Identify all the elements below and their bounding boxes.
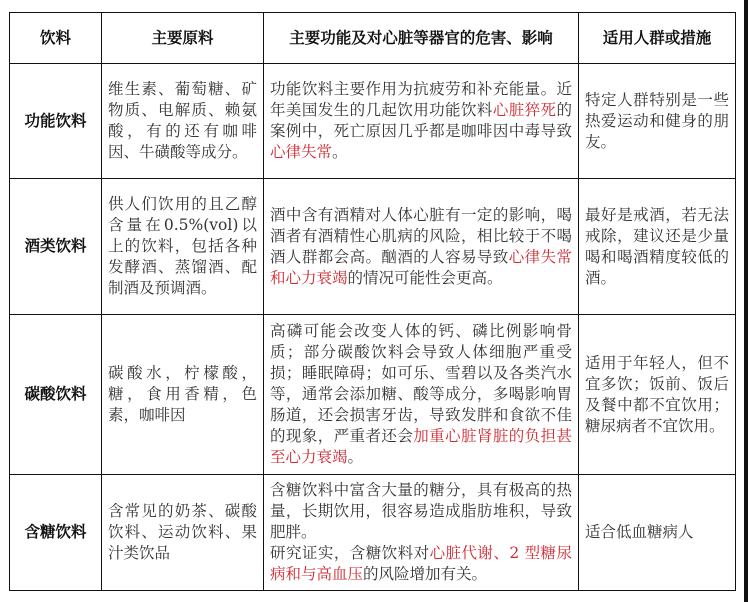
drink-name: 碳酸饮料 [10, 315, 102, 475]
advice-cell: 适合低血糖病人 [579, 475, 736, 591]
effect-text: 研究证实，含糖饮料对 [270, 544, 430, 562]
header-effects: 主要功能及对心脏等器官的危害、影响 [264, 13, 579, 64]
highlighted-risk-text: 加重心脏肾脏的负担甚至心力衰竭 [270, 427, 572, 466]
table-row [10, 475, 736, 591]
effects-cell [264, 64, 579, 179]
drink-name: 酒类饮料 [10, 179, 102, 315]
highlighted-risk-text: 心律失常和心力衰竭 [270, 247, 572, 287]
effect-text: 高磷可能会改变人体的钙、磷比例影响骨质；部分碳酸饮料会导致人体细胞严重受损；睡眠障碍；如可乐、雪碧以及各类汽水等，通常会添加糖、酸等成分，多喝影响胃肠道，还会损害牙齿，导致发胖和食欲不佳的现象，严重者还会 [270, 322, 572, 445]
effect-text: 的情况可能性会更高。 [347, 268, 503, 287]
table-row [10, 179, 736, 315]
ingredients-cell: 含常见的奶茶、碳酸饮料、运动饮料、果汁类饮品 [102, 475, 264, 591]
beverage-comparison-table [9, 12, 736, 591]
effect-text: 的风险增加有关。 [363, 565, 488, 583]
header-ingredients: 主要原料 [102, 13, 264, 64]
ingredients-cell: 维生素、葡萄糖、矿物质、电解质、赖氨酸，有的还有咖啡因、牛磺酸等成分。 [102, 64, 264, 179]
effect-text: 的案例中，死亡原因几乎都是咖啡因中毒导致 [270, 101, 572, 140]
highlighted-risk-text: 心律失常 [270, 143, 333, 161]
effect-text: 含糖饮料中富含大量的糖分，具有极高的热量，长期饮用，很容易造成脂肪堆积，导致肥胖。 [270, 481, 572, 541]
right-edge-strip [744, 0, 748, 602]
drink-name: 功能饮料 [10, 64, 102, 179]
effect-text: 功能饮料主要作用为抗疲劳和补充能量。近年美国发生的几起饮用功能饮料 [270, 80, 572, 119]
header-drink: 饮料 [10, 13, 102, 64]
effect-text: 酒中含有酒精对人体心脏有一定的影响，喝酒者有酒精性心肌病的风险，相比较于不喝酒人群都会高。酗酒的人容易导致 [270, 205, 572, 266]
ingredients-cell: 供人们饮用的且乙醇含量在0.5%(vol)以上的饮料，包括各种发酵酒、蒸馏酒、配制酒及预调酒。 [102, 179, 264, 315]
effects-cell [264, 475, 579, 591]
drink-name: 含糖饮料 [10, 475, 102, 591]
header-advice: 适用人群或措施 [579, 13, 736, 64]
ingredients-cell: 碳酸水，柠檬酸，糖，食用香精，色素，咖啡因 [102, 315, 264, 475]
effect-text: 。 [347, 448, 364, 466]
header-row [10, 13, 736, 64]
effect-text: 。 [332, 143, 348, 161]
advice-cell: 适用于年轻人，但不宜多饮；饭前、饭后及餐中都不宜饮用；糖尿病者不宜饮用。 [579, 315, 736, 475]
highlighted-risk-text: 心脏猝死 [492, 101, 557, 119]
advice-cell: 特定人群特别是一些热爱运动和健身的朋友。 [579, 64, 736, 179]
effects-cell [264, 315, 579, 475]
effects-cell [264, 179, 579, 315]
highlighted-risk-text: 心脏代谢、2 型糖尿病和与高血压 [270, 544, 572, 583]
table-row [10, 315, 736, 475]
advice-cell: 最好是戒酒，若无法戒除，建议还是少量喝和喝酒精度较低的酒。 [579, 179, 736, 315]
table-row [10, 64, 736, 179]
